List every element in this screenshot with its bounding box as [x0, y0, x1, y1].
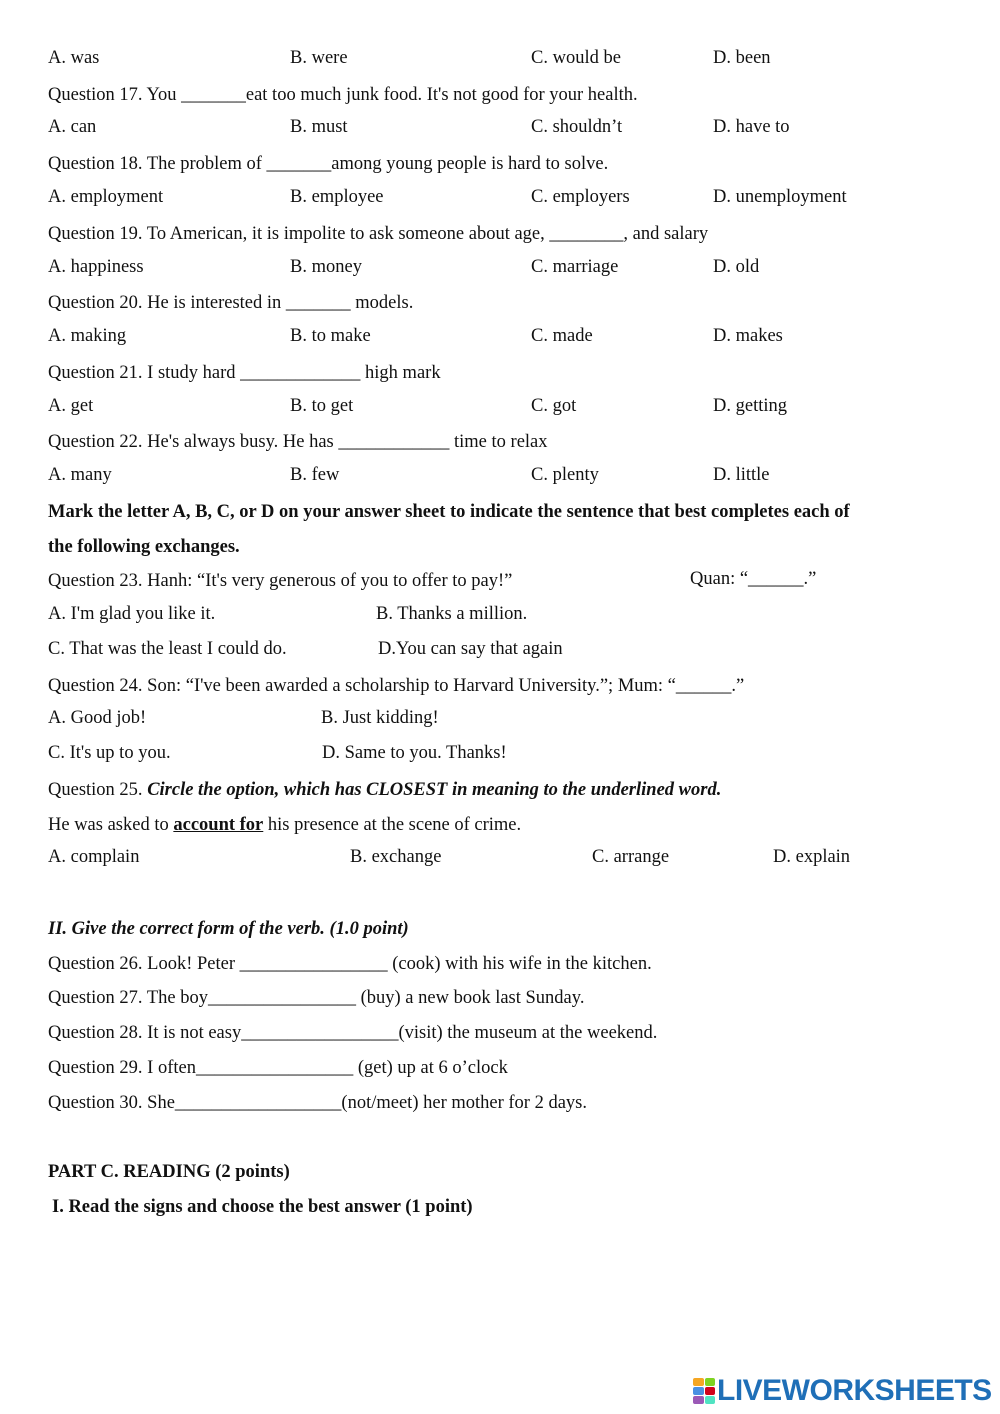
q17-option-a[interactable]: A. can — [48, 117, 97, 137]
q25-option-b[interactable]: B. exchange — [350, 847, 442, 867]
q21-option-d[interactable]: D. getting — [713, 396, 787, 416]
q23-reply: Quan: “______.” — [690, 569, 817, 589]
q20-option-c[interactable]: C. made — [531, 326, 593, 346]
q16-option-a[interactable]: A. was — [48, 48, 100, 68]
q30-text[interactable]: Question 30. She__________________(not/meet) her mother for 2 days. — [48, 1093, 587, 1113]
q18-option-a[interactable]: A. employment — [48, 187, 164, 207]
q19-option-c[interactable]: C. marriage — [531, 257, 619, 277]
q24-option-b[interactable]: B. Just kidding! — [321, 708, 439, 728]
q24-text: Question 24. Son: “I've been awarded a scholarship to Harvard University.”; Mum: “______.” — [48, 676, 745, 696]
q22-option-c[interactable]: C. plenty — [531, 465, 599, 485]
q18-option-d[interactable]: D. unemployment — [713, 187, 847, 207]
q19-text: Question 19. To American, it is impolite to ask someone about age, ________, and salary — [48, 224, 709, 244]
liveworksheets-logo — [693, 1376, 992, 1406]
q22-option-a[interactable]: A. many — [48, 465, 112, 485]
q20-option-d[interactable]: D. makes — [713, 326, 783, 346]
q25-instruction: Circle the option, which has CLOSEST in meaning to the underlined word. — [147, 780, 722, 800]
q22-text: Question 22. He's always busy. He has ____________ time to relax — [48, 432, 548, 452]
q25-sentence-before: He was asked to — [48, 815, 169, 835]
q22-option-d[interactable]: D. little — [713, 465, 770, 485]
q21-text: Question 21. I study hard _____________ high mark — [48, 363, 441, 383]
q23-option-b[interactable]: B. Thanks a million. — [376, 604, 528, 624]
q23-option-d[interactable]: D.You can say that again — [378, 639, 563, 659]
q25-option-d[interactable]: D. explain — [773, 847, 851, 867]
exchange-instruction-line-1: Mark the letter A, B, C, or D on your answer sheet to indicate the sentence that best completes each of — [48, 502, 850, 522]
q17-option-b[interactable]: B. must — [290, 117, 348, 137]
q21-option-a[interactable]: A. get — [48, 396, 94, 416]
part-c-title: PART C. READING (2 points) — [48, 1162, 290, 1182]
q25-heading — [48, 778, 721, 802]
q25-option-c[interactable]: C. arrange — [592, 847, 670, 867]
q18-option-c[interactable]: C. employers — [531, 187, 630, 207]
q29-text[interactable]: Question 29. I often_________________ (get) up at 6 o’clock — [48, 1058, 508, 1078]
q17-option-d[interactable]: D. have to — [713, 117, 790, 137]
q19-option-d[interactable]: D. old — [713, 257, 760, 277]
q23-option-c[interactable]: C. That was the least I could do. — [48, 639, 287, 659]
q22-option-b[interactable]: B. few — [290, 465, 340, 485]
q26-text[interactable]: Question 26. Look! Peter ________________ (cook) with his wife in the kitchen. — [48, 954, 652, 974]
q19-option-a[interactable]: A. happiness — [48, 257, 144, 277]
q25-label: Question 25. — [48, 780, 143, 800]
q20-option-a[interactable]: A. making — [48, 326, 127, 346]
q21-option-c[interactable]: C. got — [531, 396, 577, 416]
q27-text[interactable]: Question 27. The boy________________ (buy) a new book last Sunday. — [48, 988, 585, 1008]
q16-option-c[interactable]: C. would be — [531, 48, 621, 68]
q16-option-d[interactable]: D. been — [713, 48, 771, 68]
q24-option-c[interactable]: C. It's up to you. — [48, 743, 171, 763]
q20-text: Question 20. He is interested in _______ models. — [48, 293, 414, 313]
q20-option-b[interactable]: B. to make — [290, 326, 371, 346]
q17-text: Question 17. You _______eat too much junk food. It's not good for your health. — [48, 85, 638, 105]
q16-option-b[interactable]: B. were — [290, 48, 348, 68]
liveworksheets-mark-icon — [693, 1378, 715, 1404]
q25-option-a[interactable]: A. complain — [48, 847, 140, 867]
q18-text: Question 18. The problem of _______among young people is hard to solve. — [48, 154, 609, 174]
exchange-instruction-line-2: the following exchanges. — [48, 537, 240, 557]
q17-option-c[interactable]: C. shouldn’t — [531, 117, 623, 137]
q25-sentence-after: his presence at the scene of crime. — [267, 815, 522, 835]
liveworksheets-logo-text: LIVEWORKSHEETS — [717, 1374, 992, 1407]
section-2-title: II. Give the correct form of the verb. (1.0 point) — [48, 919, 409, 939]
q28-text[interactable]: Question 28. It is not easy_________________(visit) the museum at the weekend. — [48, 1023, 658, 1043]
q23-option-a[interactable]: A. I'm glad you like it. — [48, 604, 216, 624]
q24-option-d[interactable]: D. Same to you. Thanks! — [322, 743, 507, 763]
q25-sentence — [48, 813, 521, 837]
part-c-subtitle: I. Read the signs and choose the best answer (1 point) — [52, 1197, 473, 1217]
q21-option-b[interactable]: B. to get — [290, 396, 354, 416]
q18-option-b[interactable]: B. employee — [290, 187, 384, 207]
q19-option-b[interactable]: B. money — [290, 257, 362, 277]
q23-text: Question 23. Hanh: “It's very generous of you to offer to pay!” — [48, 571, 513, 591]
q24-option-a[interactable]: A. Good job! — [48, 708, 147, 728]
q25-underlined-word: account for — [173, 815, 264, 835]
